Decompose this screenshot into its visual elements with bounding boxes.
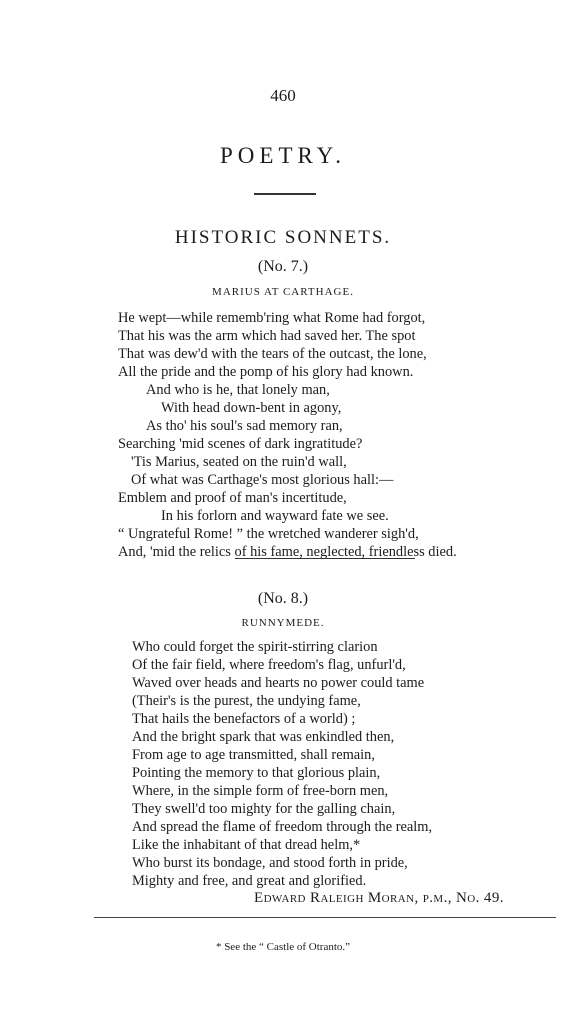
main-heading: HISTORIC SONNETS. [174, 227, 392, 248]
poem-line: Mighty and free, and great and glorified. [132, 873, 367, 889]
poem-line: That hails the benefactors of a world) ; [132, 711, 356, 727]
poem-line: As tho' his soul's sad memory ran, [146, 418, 343, 434]
poem-line: Who could forget the spirit-stirring clarion [132, 639, 378, 655]
poem-line: That was dew'd with the tears of the outcast, the lone, [118, 346, 427, 362]
poem-line: (Their's is the purest, the undying fame, [132, 693, 361, 709]
poem-line: And the bright spark that was enkindled then, [132, 729, 395, 745]
poem-line: Pointing the memory to that glorious plain, [132, 765, 381, 781]
page-number: 460 [270, 86, 296, 105]
sonnet-number: (No. 8.) [257, 590, 309, 607]
poem-line: He wept—while rememb'ring what Rome had forgot, [118, 310, 426, 326]
author-signature: Edward Raleigh Moran, p.m., No. 49. [254, 890, 504, 906]
footnote: * See the “ Castle of Otranto.” [215, 941, 351, 953]
poem-line: In his forlorn and wayward fate we see. [161, 508, 389, 524]
poem-line: With head down-bent in agony, [161, 400, 342, 416]
poem-line: And spread the flame of freedom through the realm, [132, 819, 433, 835]
sonnet-subtitle: MARIUS AT CARTHAGE. [212, 286, 354, 298]
sonnet-number: (No. 7.) [257, 258, 309, 275]
section-divider [235, 558, 415, 559]
sonnet-subtitle: RUNNYMEDE. [241, 617, 325, 629]
section-title: POETRY. [220, 143, 346, 168]
poem-line: “ Ungrateful Rome! ” the wretched wanderer sigh'd, [118, 526, 419, 542]
poem-line: Of the fair field, where freedom's flag, unfurl'd, [132, 657, 406, 673]
poem-line: Like the inhabitant of that dread helm,* [132, 837, 361, 853]
poem-line: Who burst its bondage, and stood forth in pride, [132, 855, 408, 871]
poem-line: That his was the arm which had saved her. The spot [118, 328, 416, 344]
poem-line: From age to age transmitted, shall remain, [132, 747, 375, 763]
poem-line: They swell'd too mighty for the galling chain, [132, 801, 396, 817]
poem-line: And who is he, that lonely man, [146, 382, 330, 398]
poem-line: Of what was Carthage's most glorious hall:— [131, 472, 394, 488]
poem-line: Where, in the simple form of free-born men, [132, 783, 389, 799]
poem-line: All the pride and the pomp of his glory had known. [118, 364, 414, 380]
poem-line: Searching 'mid scenes of dark ingratitude? [118, 436, 363, 452]
poem-line: 'Tis Marius, seated on the ruin'd wall, [131, 454, 347, 470]
poem-line: Emblem and proof of man's incertitude, [118, 490, 347, 506]
poem-line: Waved over heads and hearts no power could tame [132, 675, 425, 691]
poem-line: And, 'mid the relics of his fame, neglected, friendless died. [118, 544, 457, 560]
title-divider [254, 193, 316, 195]
footnote-divider [94, 917, 556, 918]
